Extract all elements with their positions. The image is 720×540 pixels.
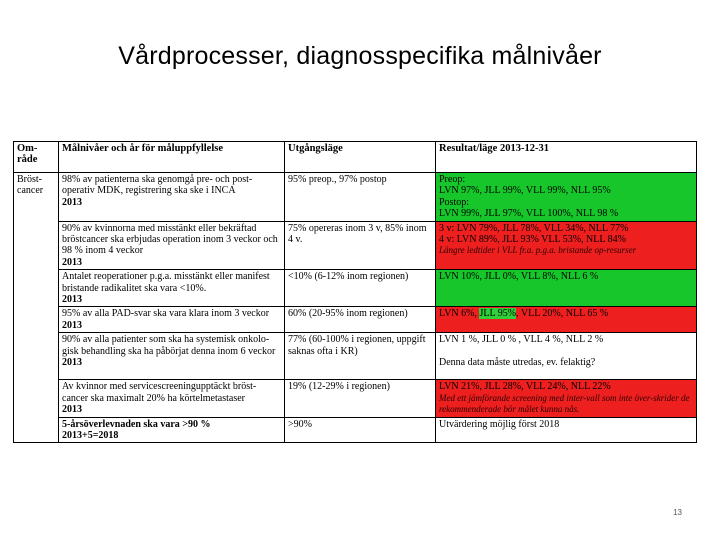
goal-year: 2013 [62,294,82,306]
goal-cell [59,221,285,270]
header-area: Om-råde [14,142,59,173]
goal-cell [59,380,285,417]
area-cell: Bröst-cancer [14,173,59,443]
result-line: LVN 97%, JLL 99%, VLL 99%, NLL 95% [439,185,611,197]
result-part-highlight: JLL 95% [479,308,517,320]
goal-cell [59,270,285,307]
result-cell [436,333,697,380]
result-line: LVN 10%, JLL 0%, VLL 8%, NLL 6 % [439,271,599,283]
result-cell [436,270,697,307]
result-cell [436,380,697,417]
goal-text: 5-årsöverlevnaden ska vara >90 % [62,418,211,430]
result-cell [436,307,697,333]
goal-cell [59,333,285,380]
result-line: Preop: [439,174,466,185]
goal-year: 2013 [62,256,82,268]
baseline-cell: 19% (12-29% i regionen) [285,380,436,417]
baseline-cell: 77% (60-100% i regionen, uppgift saknas ofta i KR) [285,333,436,380]
result-part: LVN 6%, [439,308,480,320]
baseline-cell: >90% [285,417,436,443]
goal-text: 90% av alla patienter som ska ha systemisk onkolo-gisk behandling ska ha påbörjat denna inom 6 veckor [62,334,276,357]
result-cell [436,417,697,443]
baseline-cell: 95% preop., 97% postop [285,173,436,222]
result-note: Med ett jämförande screening med inter-vall som inte över-skrider de rekommenderade bör målet kunna nås. [439,392,690,415]
header-goal: Målnivåer och år för måluppfyllelse [59,142,285,173]
result-note: Längre ledtider i VLL fr.a. p.g.a. bristande op-resurser [439,245,637,256]
result-line: 4 v: LVN 89%, JLL 93% VLL 53%, NLL 84% [439,234,626,246]
result-line: 3 v: LVN 79%, JLL 78%, VLL 34%, NLL 77% [439,222,629,234]
goal-text: 95% av alla PAD-svar ska vara klara inom 3 veckor [62,308,270,320]
table-row [14,307,697,333]
header-result: Resultat/läge 2013-12-31 [436,142,697,173]
baseline-cell: <10% (6-12% inom regionen) [285,270,436,307]
table-header-row [14,142,697,173]
slide-title: Vårdprocesser, diagnosspecifika målnivåer [118,42,602,70]
goal-year: 2013 [62,357,82,369]
table-row [14,270,697,307]
baseline-cell: 60% (20-95% inom regionen) [285,307,436,333]
table-row [14,417,697,443]
goal-cell [59,173,285,222]
goal-text: Antalet reoperationer p.g.a. misstänkt eller manifest bristande radikalitet ska vara <10%. [62,271,270,294]
goal-year: 2013+5=2018 [62,429,119,441]
page-number: 13 [673,508,682,517]
result-line [439,346,693,357]
goal-year: 2013 [62,319,82,331]
goal-year: 2013 [62,404,82,416]
result-cell [436,173,697,222]
table-row [14,333,697,380]
goal-text: 90% av kvinnorna med misstänkt eller bekräftad bröstcancer ska erbjudas operation inom 3 veckor och 98 % inom 4 veckor [62,222,278,257]
header-baseline: Utgångsläge [285,142,436,173]
result-line: Denna data måste utredas, ev. felaktig? [439,357,596,369]
table-row [14,380,697,417]
table-row [14,173,697,222]
result-part: , VLL 20%, NLL 65 % [516,308,609,320]
result-line [439,308,693,319]
baseline-cell: 75% opereras inom 3 v, 85% inom 4 v. [285,221,436,270]
goal-year: 2013 [62,196,82,208]
result-cell [436,221,697,270]
target-levels-table [13,141,696,443]
result-line: Utvärdering möjlig först 2018 [439,418,560,430]
goal-text: 98% av patienterna ska genomgå pre- och post-operativ MDK, registrering ska ske i INCA [62,174,253,197]
goal-cell [59,417,285,443]
result-line: LVN 99%, JLL 97%, VLL 100%, NLL 98 % [439,208,619,220]
goal-text: Av kvinnor med servicescreeningupptäckt bröst-cancer ska maximalt 20% ha körtelmetastaser [62,381,257,404]
table-row [14,221,697,270]
result-line: LVN 1 %, JLL 0 % , VLL 4 %, NLL 2 % [439,334,604,346]
result-line: Postop: [439,196,470,208]
goal-cell [59,307,285,333]
result-line: LVN 21%, JLL 28%, VLL 24%, NLL 22% [439,381,611,393]
